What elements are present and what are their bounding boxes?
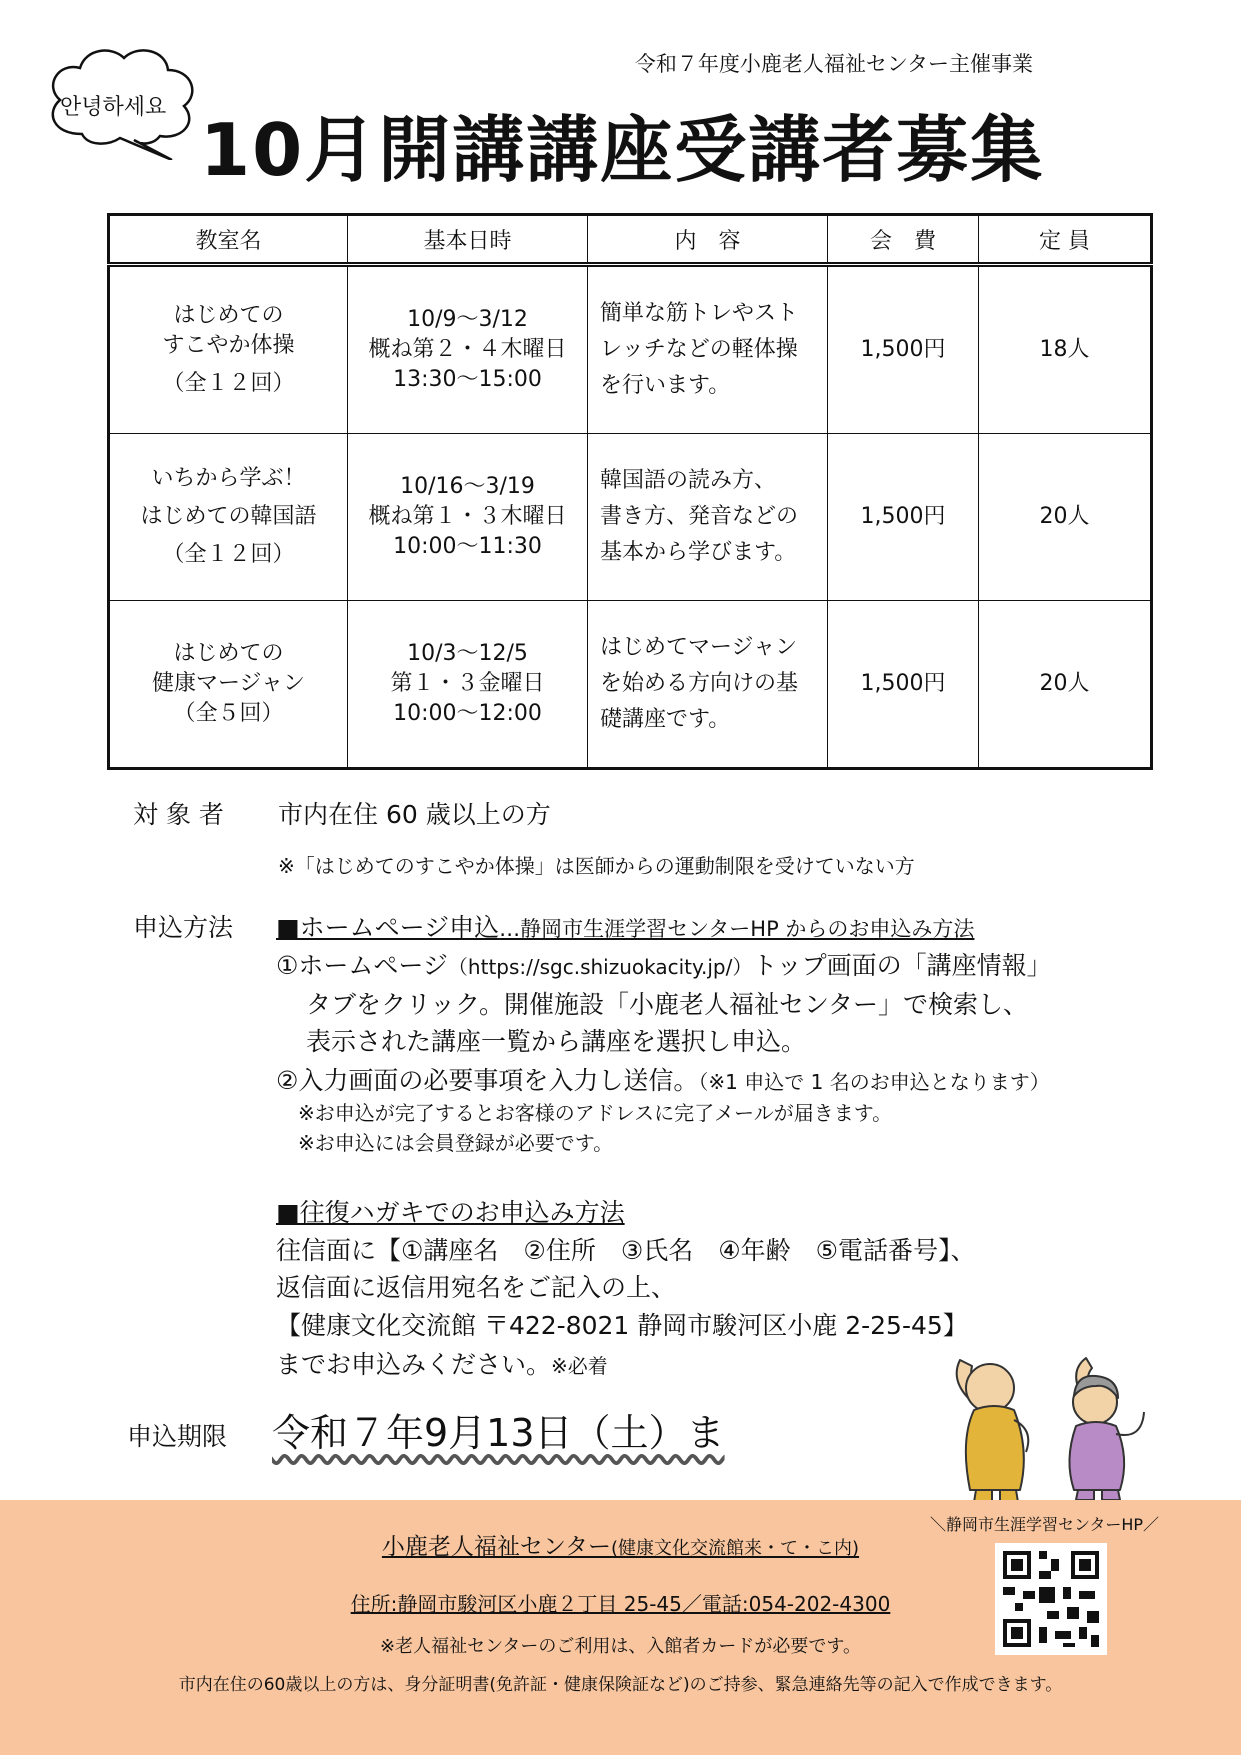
schedule-time: 13:30～15:00: [393, 367, 542, 392]
content-line: 簡単な筋トレやスト: [600, 301, 799, 326]
entry-card-note: ※老人福祉センターのご利用は、入館者カードが必要です。: [380, 1636, 861, 1657]
table-header-row: [109, 215, 1152, 265]
speech-bubble-text: 안녕하세요: [60, 95, 167, 120]
postcard-line4: [276, 1345, 608, 1381]
course-name-line: はじめての韓国語: [140, 504, 317, 529]
center-address: 住所:静岡市駿河区小鹿２丁目 25-45／電話:054-202-4300: [350, 1592, 891, 1616]
center-name-line: [0, 1528, 1241, 1561]
course-name-line: いちから学ぶ！: [151, 466, 306, 491]
schedule-cell: [348, 434, 588, 601]
column-header-content: 内 容: [588, 215, 828, 265]
center-name-text: 小鹿老人福祉センター: [381, 1534, 612, 1560]
schedule-dates: 10/9～3/12: [407, 307, 528, 332]
schedule-days: 第１・３金曜日: [390, 671, 545, 696]
membership-note: ※お申込には会員登録が必要です。: [298, 1131, 614, 1155]
step2-text: ②入力画面の必要事項を入力し送信。: [276, 1066, 699, 1095]
content-line: はじめてマージャン: [600, 635, 798, 660]
web-application-heading-sub: …静岡市生涯学習センターHP からのお申込み方法: [499, 917, 975, 941]
table-row: [109, 434, 1152, 601]
course-name-cell: [109, 601, 348, 769]
schedule-time: 10:00～11:30: [393, 534, 542, 559]
schedule-cell: [348, 265, 588, 434]
schedule-dates: 10/3～12/5: [407, 641, 528, 666]
capacity-cell: 20人: [979, 434, 1152, 601]
postcard-line4-text: までお申込みください。: [276, 1350, 552, 1379]
step2-note: （※1 申込で 1 名のお申込となります）: [698, 1070, 1050, 1094]
target-label: 対 象 者: [133, 800, 224, 829]
content-line: 基本から学びます。: [600, 540, 797, 565]
column-header-fee: 会 費: [828, 215, 979, 265]
fee-cell: 1,500円: [828, 265, 979, 434]
course-name-line: はじめての: [173, 641, 284, 666]
column-header-schedule: 基本日時: [348, 215, 588, 265]
table-row: [109, 265, 1152, 434]
content-line: を始める方向けの基: [600, 671, 799, 696]
application-label: 申込方法: [133, 913, 234, 942]
capacity-cell: 18人: [979, 265, 1152, 434]
postcard-line2: 返信面に返信用宛名をご記入の上、: [276, 1273, 677, 1302]
postcard-line1: 往信面に【①講座名 ②住所 ③氏名 ④年齢 ⑤電話番号】、: [276, 1236, 976, 1265]
capacity-cell: 20人: [979, 601, 1152, 769]
step1-line3: 表示された講座一覧から講座を選択し申込。: [306, 1027, 807, 1056]
schedule-time: 10:00～12:00: [393, 701, 542, 726]
qr-label: ＼静岡市生涯学習センターHP／: [930, 1515, 1160, 1534]
fee-cell: 1,500円: [828, 434, 979, 601]
postcard-address: 【健康文化交流館 〒422-8021 静岡市駿河区小鹿 2-25-45】: [276, 1311, 968, 1340]
course-sessions: （全１２回）: [162, 542, 295, 567]
step1-url: （https://sgc.shizuokacity.jp/）: [447, 955, 753, 979]
completion-note: ※お申込が完了するとお客様のアドレスに完了メールが届きます。: [298, 1101, 893, 1125]
step1-text-b: トップ画面の「講座情報」: [752, 951, 1052, 980]
elderly-couple-exercise-illustration: [930, 1340, 1160, 1505]
center-subname: (健康文化交流館来・て・こ内): [611, 1538, 860, 1559]
course-name-line: はじめての: [173, 303, 284, 328]
course-name-line: すこやか体操: [162, 333, 295, 358]
web-application-heading: [276, 908, 974, 944]
schedule-days: 概ね第１・３木曜日: [368, 504, 567, 529]
column-header-name: 教室名: [109, 215, 348, 265]
content-line: を行います。: [600, 373, 731, 398]
content-line: 書き方、発音などの: [600, 504, 799, 529]
course-name-cell: [109, 265, 348, 434]
course-sessions: （全１２回）: [162, 371, 295, 396]
content-line: レッチなどの軽体操: [600, 337, 798, 362]
course-table: [107, 213, 1153, 770]
content-line: 韓国語の読み方、: [600, 468, 777, 493]
target-note: ※「はじめてのすこやか体操」は医師からの運動制限を受けていない方: [278, 854, 915, 878]
deadline-label: 申込期限: [127, 1422, 228, 1451]
organizer-line: 令和７年度小鹿老人福祉センター主催事業: [634, 52, 1033, 76]
table-row: [109, 601, 1152, 769]
schedule-cell: [348, 601, 588, 769]
column-header-capacity: 定 員: [979, 215, 1152, 265]
postcard-heading: ■往復ハガキでのお申込み方法: [276, 1198, 625, 1227]
web-application-heading-main: ■ホームページ申込: [276, 913, 500, 942]
postcard-deadline-note: ※必着: [551, 1354, 608, 1378]
center-name: [382, 1534, 859, 1560]
course-sessions: （全５回）: [173, 701, 284, 726]
content-cell: [588, 434, 828, 601]
course-name-line: 健康マージャン: [151, 671, 306, 696]
content-cell: [588, 265, 828, 434]
entry-card-requirements: 市内在住の60歳以上の方は、身分証明書(免許証・健康保険証など)のご持参、緊急連絡先等の記入で作成できます。: [178, 1675, 1063, 1695]
target-value: 市内在住 60 歳以上の方: [278, 800, 551, 829]
step2-line: [276, 1061, 1050, 1097]
deadline-value: 令和７年9月13日（土）ま: [272, 1411, 725, 1455]
course-name-cell: [109, 434, 348, 601]
schedule-days: 概ね第２・４木曜日: [368, 337, 567, 362]
page-title: 10月開講講座受講者募集: [200, 108, 1045, 192]
step1-text-a: ①ホームページ: [276, 951, 448, 980]
content-line: 礎講座です。: [600, 707, 731, 732]
step1-line2: タブをクリック。開催施設「小鹿老人福祉センター」で検索し、: [306, 990, 1029, 1019]
step1-line1: [276, 946, 1052, 982]
schedule-dates: 10/16～3/19: [400, 474, 535, 499]
fee-cell: 1,500円: [828, 601, 979, 769]
content-cell: [588, 601, 828, 769]
